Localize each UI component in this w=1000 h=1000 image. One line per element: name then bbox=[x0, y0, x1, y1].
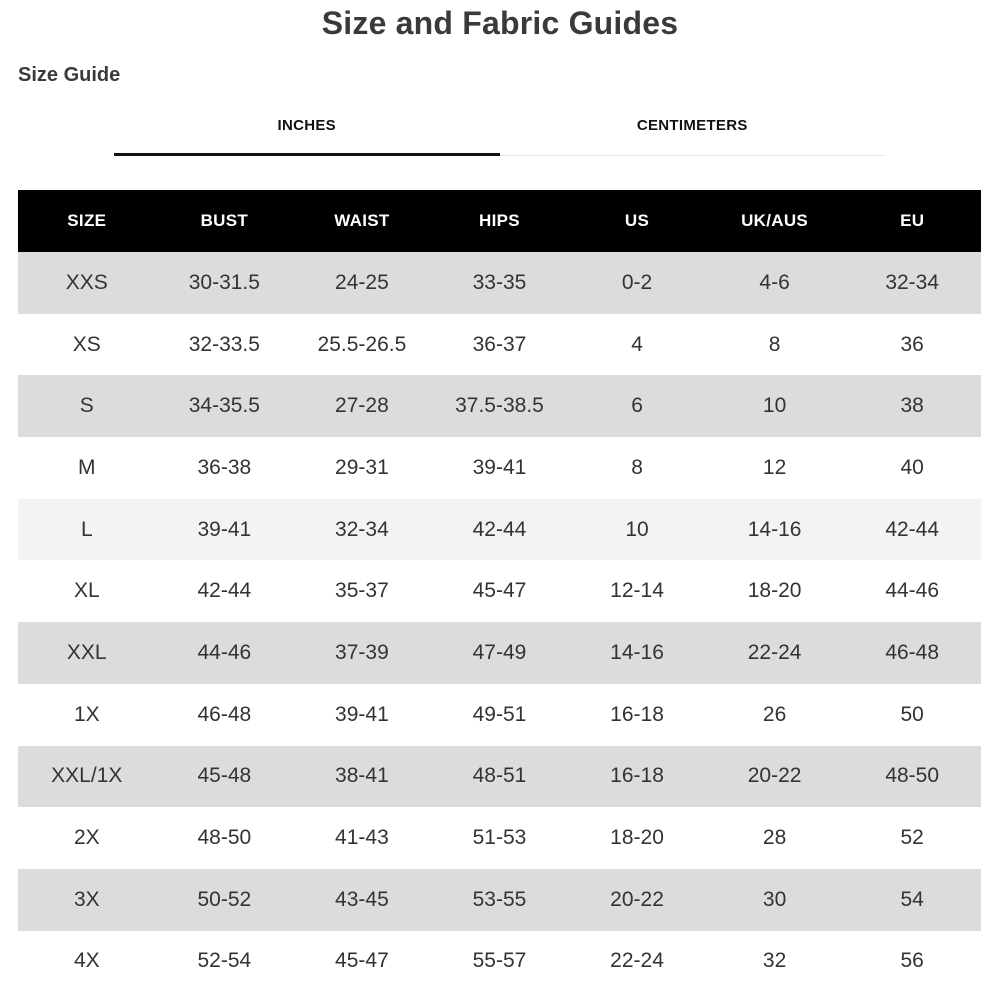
table-row bbox=[18, 869, 981, 931]
cell-uk-aus: 20-22 bbox=[706, 746, 844, 808]
header-uk-aus: UK/AUS bbox=[706, 190, 844, 252]
cell-hips: 42-44 bbox=[431, 499, 569, 561]
cell-hips: 39-41 bbox=[431, 437, 569, 499]
cell-eu: 50 bbox=[843, 684, 981, 746]
cell-eu: 42-44 bbox=[843, 499, 981, 561]
page-title: Size and Fabric Guides bbox=[321, 5, 679, 41]
cell-uk-aus: 32 bbox=[706, 931, 844, 993]
cell-bust: 50-52 bbox=[156, 869, 294, 931]
cell-uk-aus: 22-24 bbox=[706, 622, 844, 684]
cell-bust: 30-31.5 bbox=[156, 252, 294, 314]
cell-us: 18-20 bbox=[568, 807, 706, 869]
cell-us: 6 bbox=[568, 375, 706, 437]
cell-eu: 56 bbox=[843, 931, 981, 993]
cell-waist: 45-47 bbox=[293, 931, 431, 993]
cell-size: XS bbox=[18, 314, 156, 376]
header-size: SIZE bbox=[18, 190, 156, 252]
cell-waist: 39-41 bbox=[293, 684, 431, 746]
table-row bbox=[18, 314, 981, 376]
cell-eu: 36 bbox=[843, 314, 981, 376]
cell-eu: 48-50 bbox=[843, 746, 981, 808]
cell-waist: 38-41 bbox=[293, 746, 431, 808]
table-row bbox=[18, 746, 981, 808]
cell-hips: 45-47 bbox=[431, 560, 569, 622]
cell-us: 10 bbox=[568, 499, 706, 561]
tab-inches[interactable]: INCHES bbox=[114, 108, 500, 156]
cell-size: XL bbox=[18, 560, 156, 622]
cell-hips: 48-51 bbox=[431, 746, 569, 808]
cell-us: 12-14 bbox=[568, 560, 706, 622]
cell-size: M bbox=[18, 437, 156, 499]
cell-us: 14-16 bbox=[568, 622, 706, 684]
cell-us: 20-22 bbox=[568, 869, 706, 931]
cell-bust: 36-38 bbox=[156, 437, 294, 499]
cell-eu: 46-48 bbox=[843, 622, 981, 684]
cell-bust: 44-46 bbox=[156, 622, 294, 684]
table-row bbox=[18, 437, 981, 499]
cell-size: 4X bbox=[18, 931, 156, 993]
header-hips: HIPS bbox=[431, 190, 569, 252]
cell-uk-aus: 14-16 bbox=[706, 499, 844, 561]
cell-uk-aus: 26 bbox=[706, 684, 844, 746]
cell-size: XXS bbox=[18, 252, 156, 314]
table-row bbox=[18, 252, 981, 314]
header-eu: EU bbox=[843, 190, 981, 252]
cell-waist: 37-39 bbox=[293, 622, 431, 684]
cell-hips: 47-49 bbox=[431, 622, 569, 684]
tab-centimeters[interactable]: CENTIMETERS bbox=[500, 108, 886, 156]
cell-waist: 24-25 bbox=[293, 252, 431, 314]
cell-hips: 49-51 bbox=[431, 684, 569, 746]
section-title: Size Guide bbox=[18, 64, 121, 86]
cell-waist: 29-31 bbox=[293, 437, 431, 499]
cell-waist: 27-28 bbox=[293, 375, 431, 437]
cell-uk-aus: 8 bbox=[706, 314, 844, 376]
header-bust: BUST bbox=[156, 190, 294, 252]
cell-us: 16-18 bbox=[568, 684, 706, 746]
cell-size: 2X bbox=[18, 807, 156, 869]
table-row bbox=[18, 375, 981, 437]
header-waist: WAIST bbox=[293, 190, 431, 252]
cell-hips: 36-37 bbox=[431, 314, 569, 376]
cell-size: L bbox=[18, 499, 156, 561]
table-row bbox=[18, 684, 981, 746]
cell-eu: 52 bbox=[843, 807, 981, 869]
cell-us: 22-24 bbox=[568, 931, 706, 993]
cell-size: 3X bbox=[18, 869, 156, 931]
header-us: US bbox=[568, 190, 706, 252]
cell-uk-aus: 4-6 bbox=[706, 252, 844, 314]
size-table bbox=[18, 190, 981, 992]
cell-size: S bbox=[18, 375, 156, 437]
table-row bbox=[18, 560, 981, 622]
table-row bbox=[18, 931, 981, 993]
cell-bust: 45-48 bbox=[156, 746, 294, 808]
cell-size: XXL bbox=[18, 622, 156, 684]
cell-hips: 33-35 bbox=[431, 252, 569, 314]
cell-uk-aus: 30 bbox=[706, 869, 844, 931]
cell-bust: 52-54 bbox=[156, 931, 294, 993]
cell-waist: 35-37 bbox=[293, 560, 431, 622]
cell-waist: 25.5-26.5 bbox=[293, 314, 431, 376]
cell-us: 16-18 bbox=[568, 746, 706, 808]
cell-uk-aus: 10 bbox=[706, 375, 844, 437]
cell-us: 4 bbox=[568, 314, 706, 376]
cell-hips: 51-53 bbox=[431, 807, 569, 869]
cell-eu: 38 bbox=[843, 375, 981, 437]
cell-eu: 54 bbox=[843, 869, 981, 931]
cell-uk-aus: 12 bbox=[706, 437, 844, 499]
cell-hips: 53-55 bbox=[431, 869, 569, 931]
cell-uk-aus: 18-20 bbox=[706, 560, 844, 622]
cell-us: 8 bbox=[568, 437, 706, 499]
cell-size: XXL/1X bbox=[18, 746, 156, 808]
cell-uk-aus: 28 bbox=[706, 807, 844, 869]
cell-us: 0-2 bbox=[568, 252, 706, 314]
table-row bbox=[18, 499, 981, 561]
cell-hips: 55-57 bbox=[431, 931, 569, 993]
cell-eu: 32-34 bbox=[843, 252, 981, 314]
cell-size: 1X bbox=[18, 684, 156, 746]
cell-waist: 43-45 bbox=[293, 869, 431, 931]
cell-bust: 39-41 bbox=[156, 499, 294, 561]
cell-bust: 46-48 bbox=[156, 684, 294, 746]
table-row bbox=[18, 807, 981, 869]
cell-bust: 42-44 bbox=[156, 560, 294, 622]
cell-eu: 40 bbox=[843, 437, 981, 499]
cell-bust: 32-33.5 bbox=[156, 314, 294, 376]
table-body bbox=[18, 252, 981, 992]
cell-hips: 37.5-38.5 bbox=[431, 375, 569, 437]
table-row bbox=[18, 622, 981, 684]
unit-tabs bbox=[114, 108, 885, 156]
cell-bust: 48-50 bbox=[156, 807, 294, 869]
cell-waist: 32-34 bbox=[293, 499, 431, 561]
cell-waist: 41-43 bbox=[293, 807, 431, 869]
cell-bust: 34-35.5 bbox=[156, 375, 294, 437]
table-header-row bbox=[18, 190, 981, 252]
cell-eu: 44-46 bbox=[843, 560, 981, 622]
